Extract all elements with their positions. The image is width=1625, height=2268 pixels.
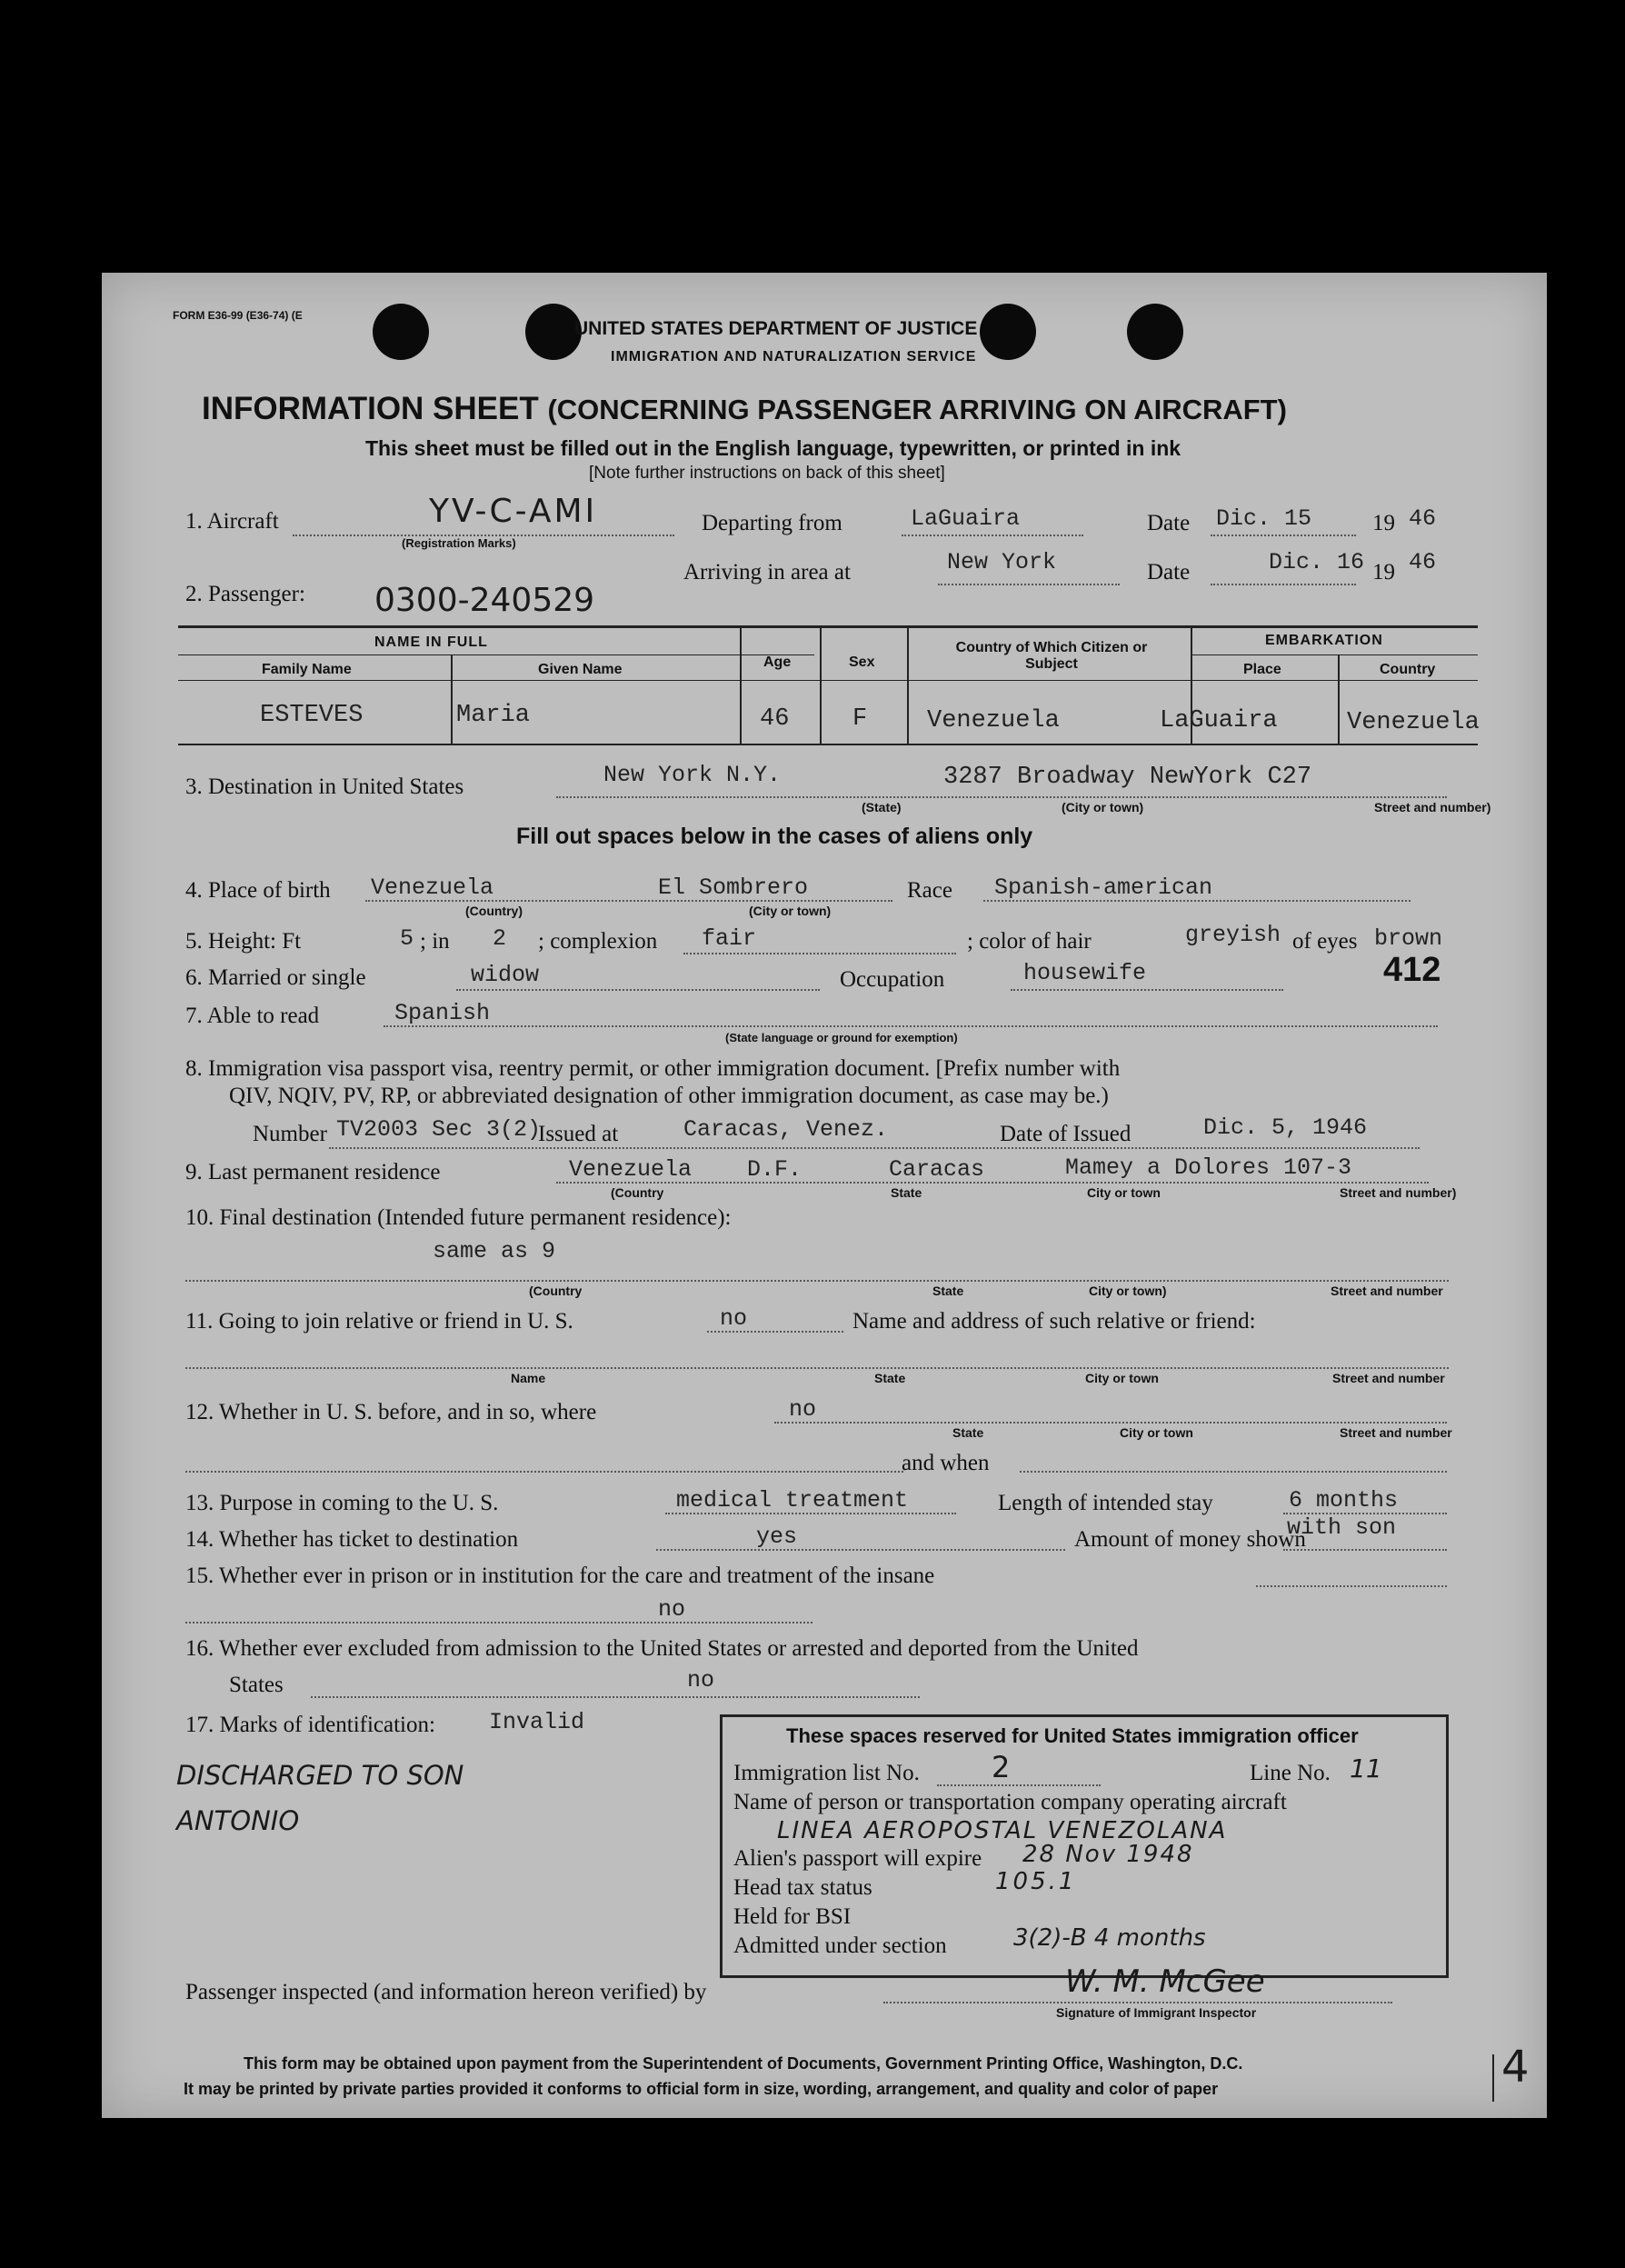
dotted-line [1283,1549,1447,1551]
head-tax-value: 105.1 [995,1868,1077,1895]
aircraft-caption: (Registration Marks) [402,536,516,550]
prior-visit-label: 12. Whether in U. S. before, and in so, where [185,1400,597,1424]
ticket-value: yes [756,1524,798,1550]
caption-city: City or town [1120,1425,1193,1440]
admitted-section-value: 3(2)-B 4 months [1013,1924,1206,1952]
issue-date-value: Dic. 5, 1946 [1203,1114,1368,1141]
inspector-signature: W. M. McGee [1065,1963,1265,2000]
embarkation-country-header: Country [1380,662,1436,677]
line-number-value: 11 [1350,1753,1382,1783]
caption-state: (State) [862,800,902,814]
dotted-line [937,1784,1101,1786]
dotted-line [938,584,1120,585]
money-label: Amount of money shown [1074,1527,1306,1552]
form-title-sub: (CONCERNING PASSENGER ARRIVING ON AIRCRAFT) [547,394,1287,425]
immigration-list-value: 2 [992,1750,1011,1784]
caption-street: Street and number) [1340,1185,1457,1200]
dotted-line [1211,535,1356,536]
citizen-cell: Venezuela [927,707,1060,734]
company-label: Name of person or transportation company operating aircraft [733,1790,1287,1814]
age-cell: 46 [760,705,790,733]
dotted-line [185,1622,812,1624]
residence-street: Mamey a Dolores 107-3 [1065,1154,1352,1181]
document-number: TV2003 Sec 3(2) [336,1116,542,1143]
footer-line-2: It may be printed by private parties provided it conforms to official form in size, wording, arrangement, and quality and color of paper [184,2080,1219,2098]
table-col-line [1338,654,1340,744]
destination-state: New York N.Y. [603,762,782,788]
age-header: Age [763,654,792,670]
dotted-line [185,1367,1449,1369]
document-number-label: Number [253,1122,327,1146]
embarkation-place-header: Place [1243,662,1281,677]
prior-visit-value: no [789,1396,817,1423]
eyes-value: brown [1374,925,1443,952]
caption-name: Name [511,1371,546,1385]
admitted-section-label: Admitted under section [733,1933,947,1958]
birth-country: Venezuela [371,874,494,901]
marital-value: widow [471,962,540,988]
caption-street: Street and number [1340,1425,1452,1440]
officer-box-title: These spaces reserved for United States immigration officer [786,1724,1359,1747]
document-label: 8. Immigration visa passport visa, reentry permit, or other immigration document. [Prefix number with [185,1056,1121,1081]
birth-place-label: 4. Place of birth [185,878,331,903]
inspected-label: Passenger inspected (and information hereon verified) by [185,1980,707,2004]
eyes-label: of eyes [1292,929,1358,954]
dotted-line [1020,1471,1447,1473]
document-label-2: QIV, NQIV, PV, RP, or abbreviated designation of other immigration document, as case may be.) [229,1084,1109,1108]
issued-at-label: Issued at [538,1122,619,1146]
discharge-note: DISCHARGED TO SON [176,1760,464,1791]
race-value: Spanish-american [994,874,1213,901]
family-name-cell: ESTEVES [260,702,364,729]
excluded-label: 16. Whether ever excluded from admission to the United States or arrested and deported from the United [185,1636,1139,1661]
dotted-line [1256,1585,1447,1587]
complexion-value: fair [702,925,757,952]
dotted-line [329,1147,1420,1149]
caption-state: State [874,1371,906,1385]
page-mark-rule [1492,2054,1494,2102]
caption-city: (City or town) [749,904,832,918]
officer-box [720,1714,1449,1978]
stamp-number: 412 [1383,951,1441,989]
stay-length-value: 6 months [1289,1487,1399,1514]
dotted-line [185,1471,903,1473]
residence-country: Venezuela [569,1156,693,1183]
read-caption: (State language or ground for exemption) [725,1031,958,1044]
dotted-line [665,1513,956,1514]
dotted-line [1011,989,1283,991]
dotted-line [365,900,892,902]
departing-label: Departing from [702,511,842,535]
dotted-line [774,1422,1447,1424]
relative-name-label: Name and address of such relative or friend: [852,1309,1256,1334]
dotted-line [556,1182,1429,1184]
read-label: 7. Able to read [185,1004,320,1028]
dotted-line [456,989,820,991]
arrival-year-prefix: 19 [1372,560,1395,584]
when-label: and when [902,1451,990,1475]
arrival-year-value: 46 [1409,549,1437,575]
table-col-line [907,627,909,744]
table-mid-line [178,680,1478,681]
caption-city: City or town) [1089,1284,1167,1298]
aircraft-label: 1. Aircraft [185,509,279,534]
departure-date-value: Dic. 15 [1216,505,1312,532]
dotted-line [983,900,1411,902]
complexion-label: ; complexion [538,929,658,954]
departure-year-prefix: 19 [1372,511,1395,535]
given-name-cell: Maria [456,702,531,729]
occupation-label: Occupation [840,967,945,992]
destination-label: 3. Destination in United States [185,774,464,799]
excluded-label-2: States [229,1673,284,1697]
instruction-2: [Note further instructions on back of this sheet] [589,464,945,483]
service-name: IMMIGRATION AND NATURALIZATION SERVICE [611,349,977,365]
aircraft-value: YV-C-AMI [429,493,598,530]
caption-state: State [891,1185,922,1200]
dotted-line [683,953,956,954]
information-sheet [102,273,1547,2118]
page-mark: 4 [1501,2042,1530,2093]
identification-value: Invalid [489,1709,585,1735]
marital-label: 6. Married or single [185,965,366,990]
dotted-line [185,1280,1449,1282]
bsi-label: Held for BSI [733,1904,852,1929]
prison-value: no [658,1596,686,1623]
final-destination-value: same as 9 [433,1238,556,1264]
immigration-list-label: Immigration list No. [733,1761,920,1785]
birth-city: El Sombrero [658,874,809,901]
footer-line-1: This form may be obtained upon payment from the Superintendent of Documents, Government Printing Office, Washington, D.C. [244,2054,1243,2073]
read-value: Spanish [394,1000,491,1026]
arrival-date-label: Date [1147,560,1191,584]
occupation-value: housewife [1023,960,1147,986]
table-col-line [451,654,453,744]
arrival-date-value: Dic. 16 [1269,549,1365,575]
issued-at-value: Caracas, Venez. [683,1116,889,1143]
caption-country: (Country) [465,904,523,918]
residence-label: 9. Last permanent residence [185,1160,441,1184]
aliens-heading: Fill out spaces below in the cases of aliens only [516,824,1033,849]
instruction-1: This sheet must be filled out in the English language, typewritten, or printed in ink [365,436,1181,460]
dotted-line [384,1025,1438,1027]
residence-city: Caracas [889,1156,985,1183]
residence-state: D.F. [747,1156,803,1183]
purpose-label: 13. Purpose in coming to the U. S. [185,1491,499,1515]
height-inches: 2 [493,925,507,952]
family-name-header: Family Name [262,662,352,677]
caption-country: (Country [611,1185,664,1200]
form-number: FORM E36-99 (E36-74) (E [173,309,303,322]
punch-hole [373,304,429,360]
height-inches-label: ; in [420,929,450,954]
final-destination-label: 10. Final destination (Intended future permanent residence): [185,1205,732,1230]
dotted-line [1211,584,1356,585]
stay-length-label: Length of intended stay [998,1491,1213,1515]
table-col-line [820,627,822,744]
company-value: LINEA AEROPOSTAL VENEZOLANA [777,1817,1228,1844]
excluded-value: no [687,1667,715,1694]
hair-value: greyish [1185,922,1281,948]
table-col-line [740,627,742,744]
table-bottom-border [178,744,1478,745]
signature-caption: Signature of Immigrant Inspector [1056,2005,1257,2020]
name-in-full-header: NAME IN FULL [374,634,488,650]
punch-hole [1127,304,1183,360]
arriving-value: New York [947,549,1057,575]
punch-hole [525,304,582,360]
table-top-border [178,625,1478,628]
arriving-label: Arriving in area at [683,560,851,584]
sex-header: Sex [849,654,875,670]
passenger-label: 2. Passenger: [185,582,305,606]
dotted-line [556,796,1447,798]
height-feet: 5 [400,925,414,952]
race-label: Race [907,878,952,903]
embarkation-place-cell: LaGuaira [1160,707,1278,734]
embarkation-country-cell: Venezuela [1347,709,1480,736]
departing-value: LaGuaira [911,505,1021,532]
caption-state: State [952,1425,984,1440]
caption-street: Street and number [1332,1371,1445,1385]
citizen-country-header: Country of Which Citizen or Subject [955,640,1148,672]
dotted-line [902,535,1083,536]
join-relative-value: no [720,1305,748,1332]
caption-street: Street and number [1331,1284,1443,1298]
form-title [202,391,1287,427]
caption-city: City or town [1087,1185,1161,1200]
issue-date-label: Date of Issued [1000,1122,1132,1146]
hair-label: ; color of hair [967,929,1092,954]
discharge-note-name: ANTONIO [176,1805,300,1836]
caption-country: (Country [529,1284,583,1298]
punch-hole [980,304,1036,360]
passport-expiry-label: Alien's passport will expire [733,1846,982,1871]
purpose-value: medical treatment [676,1487,909,1514]
embarkation-header: EMBARKATION [1265,633,1383,648]
dotted-line [883,2002,1392,2003]
passport-expiry-value: 28 Nov 1948 [1022,1841,1194,1868]
ticket-label: 14. Whether has ticket to destination [185,1527,519,1552]
departure-date-label: Date [1147,511,1191,535]
department-name: UNITED STATES DEPARTMENT OF JUSTICE [574,318,978,339]
form-title-main: INFORMATION SHEET [202,391,539,426]
sex-cell: F [852,705,868,733]
caption-city: (City or town) [1062,800,1144,814]
line-number-label: Line No. [1250,1761,1331,1785]
caption-city: City or town [1085,1371,1159,1385]
given-name-header: Given Name [538,662,623,677]
caption-state: State [932,1284,964,1298]
dotted-line [656,1549,1065,1551]
table-mid-line [178,654,814,655]
dotted-line [311,1696,920,1698]
dotted-line [707,1331,843,1333]
destination-address: 3287 Broadway NewYork C27 [943,764,1312,791]
identification-label: 17. Marks of identification: [185,1713,435,1737]
table-mid-line [1192,654,1478,655]
money-value: with son [1287,1514,1397,1541]
head-tax-label: Head tax status [733,1875,872,1900]
caption-street: Street and number) [1374,800,1491,814]
prison-label: 15. Whether ever in prison or in institution for the care and treatment of the insane [185,1564,935,1588]
height-label: 5. Height: Ft [185,929,302,954]
passenger-number: 0300-240529 [374,582,595,619]
departure-year-value: 46 [1409,505,1437,532]
join-relative-label: 11. Going to join relative or friend in U. S. [185,1309,573,1334]
